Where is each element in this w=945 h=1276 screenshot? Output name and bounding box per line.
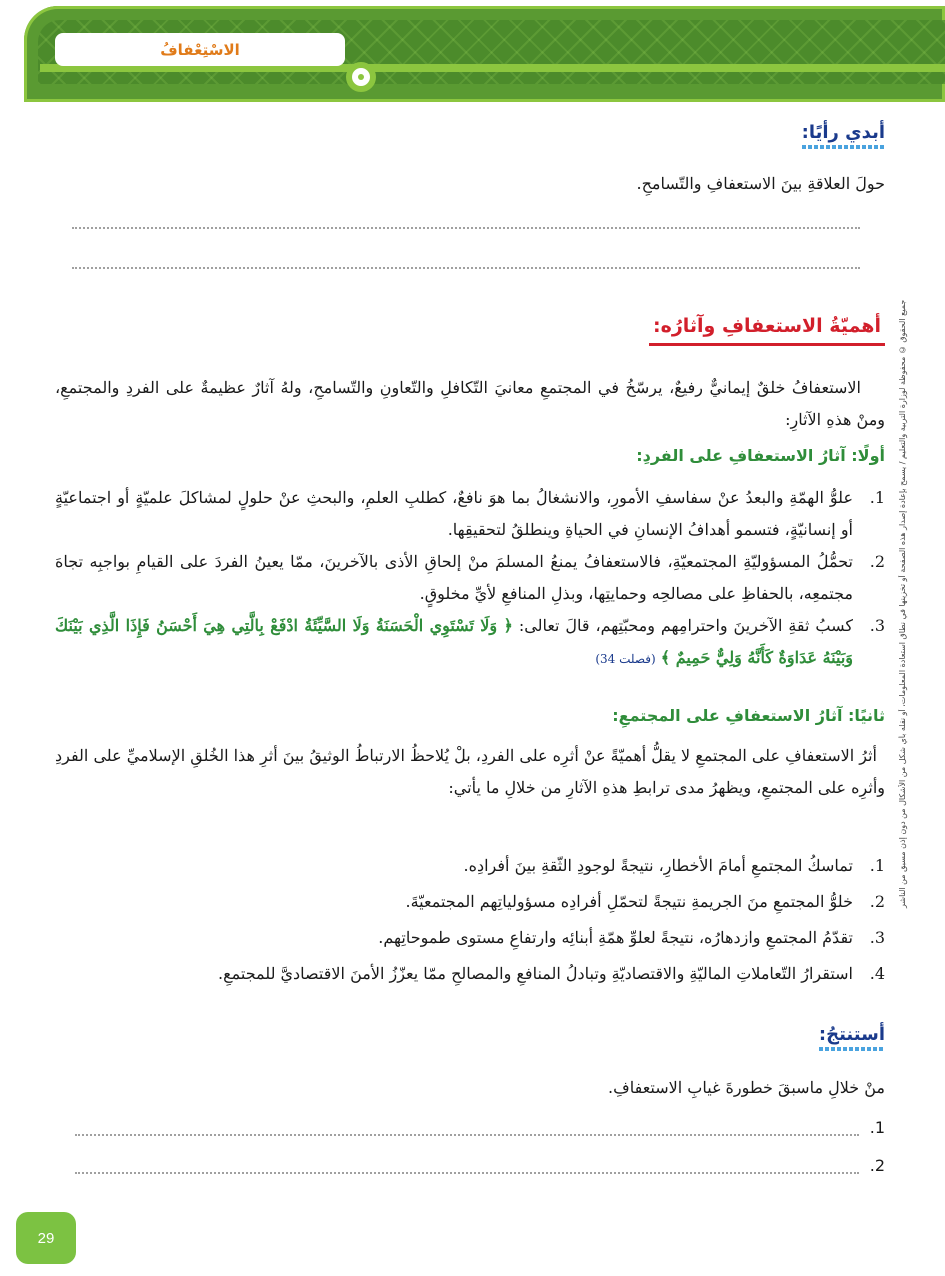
- conclude-heading: أستنتجُ:: [819, 1024, 885, 1051]
- opinion-answer-line-2[interactable]: [72, 267, 860, 269]
- item-number: 3.: [869, 928, 885, 947]
- item-text: علوُّ الهمّةِ والبعدُ عنْ سفاسفِ الأمورِ، والانشغالُ بما هوَ نافعٌ، كطلبِ العلمِ، والبحثِ عنْ حلولٍ لمشاكلَ علميّةٍ أو اجتماعيّةٍ أو إنسانيّةٍ، فتسمو أهدافُ الإنسانِ في الحياةِ وينطلقُ لتحقيقِها.: [55, 488, 853, 539]
- opinion-heading: أبدي رأيًا:: [802, 122, 885, 149]
- list-item: [85, 848, 885, 884]
- conclude-prompt: منْ خلالِ ماسبقَ خطورةَ غيابِ الاستعفافِ.: [608, 1078, 885, 1097]
- item-number: 1.: [869, 856, 885, 875]
- list-item: [55, 610, 885, 675]
- importance-intro: الاستعفافُ خلقٌ إيمانيٌّ رفيعٌ، يرسّخُ في المجتمعِ معانيَ التّكافلِ والتّعاونِ والتّسامحِ، ولهُ آثارٌ عظيمةٌ على الفردِ والمجتمعِ، ومنْ هذهِ الآثارِ:: [55, 378, 885, 429]
- list-item: [55, 546, 885, 610]
- item-text: تقدّمُ المجتمعِ وازدهارُه، نتيجةً لعلوِّ همّةِ أبنائِه وارتفاعِ مستوى طموحاتِهم.: [378, 928, 853, 947]
- chapter-title: [55, 33, 345, 66]
- list-item: [55, 482, 885, 546]
- opinion-answer-line-1[interactable]: [72, 227, 860, 229]
- chapter-title-text: الاسْتِعْفافُ: [160, 40, 240, 59]
- item-number: 1.: [869, 488, 885, 507]
- quran-verse: ﴿ وَلَا تَسْتَوِي الْحَسَنَةُ وَلَا السَّيِّئَةُ ادْفَعْ بِالَّتِي هِيَ أَحْسَنُ فَإِذَا الَّذِي بَيْنَكَ وَبَيْنَهُ عَدَاوَةٌ كَأَنَّهُ وَلِيٌّ حَمِيمٌ ﴾: [55, 616, 853, 667]
- item-text: كسبُ ثقةِ الآخرينَ واحترامِهم ومحبّتِهم، قالَ تعالى:: [512, 616, 853, 635]
- importance-heading: أهميّةُ الاستعفافِ وآثارُه:: [649, 315, 885, 346]
- society-effects-heading: ثانيًا: آثارُ الاستعفافِ على المجتمعِ:: [612, 706, 885, 725]
- answer-number: 1.: [869, 1118, 885, 1137]
- opinion-prompt: حولَ العلاقةِ بينَ الاستعفافِ والتّسامحِ.: [636, 174, 885, 193]
- item-text: تماسكُ المجتمعِ أمامَ الأخطارِ، نتيجةً لوجودِ الثّقةِ بينَ أفرادِه.: [463, 856, 853, 875]
- item-number: 4.: [869, 964, 885, 983]
- answer-line[interactable]: [75, 1134, 859, 1136]
- item-text: تحمُّلُ المسؤوليّةِ المجتمعيّةِ، فالاستعفافُ يمنعُ المسلمَ منْ إلحاقِ الأذى بالآخرينَ، ممّا يعينُ الفردَ على القيامِ بواجبِه تجاهَ مجتمعِه، بالحفاظِ على مصالحِه وحمايتِها، وبذلِ المنافعِ لأيِّ مخلوقٍ.: [55, 552, 853, 603]
- item-number: 2.: [869, 892, 885, 911]
- list-item: [85, 956, 885, 992]
- page-number: 29: [16, 1212, 76, 1264]
- individual-effects-heading: أولًا: آثارُ الاستعفافِ على الفردِ:: [636, 446, 885, 465]
- item-number: 2.: [869, 552, 885, 571]
- answer-number: 2.: [869, 1156, 885, 1175]
- item-text: استقرارُ التّعاملاتِ الماليّةِ والاقتصاديّةِ وتبادلُ المنافعِ والمصالحِ ممّا يعزّزُ الأمنَ الاقتصاديَّ للمجتمعِ.: [218, 964, 853, 983]
- ring-icon: [346, 62, 376, 92]
- conclude-answer-1[interactable]: [75, 1118, 885, 1142]
- list-item: [85, 920, 885, 956]
- conclude-answer-2[interactable]: [75, 1156, 885, 1180]
- society-intro: أثرُ الاستعفافِ على المجتمعِ لا يقلُّ أهميّةً عنْ أثرِه على الفردِ، بلْ يُلاحظُ الارتباطُ الوثيقُ بينَ أثرِ هذا الخُلقِ الإسلاميِّ على الفردِ وأثرِه على المجتمعِ، ويظهرُ مدى ترابطِ هذهِ الآثارِ من خلالِ ما يأتي:: [55, 746, 885, 797]
- list-item: [85, 884, 885, 920]
- copyright-note: جميع الحقوق © محفوظة لوزارة التربية والتعليم / يسمح بإعادة إصدار هذه الصفحة أو تخزينها في نطاق استعادة المعلومات، أو نقله بأي شكل من الأشكال من دون إذن مسبق من الناشر: [898, 300, 907, 909]
- answer-line[interactable]: [75, 1172, 859, 1174]
- verse-reference: (فصلت 34): [595, 652, 656, 666]
- item-text: خلوُّ المجتمعِ منَ الجريمةِ نتيجةً لتحمّلِ أفرادِه مسؤولياتِهم المجتمعيّةَ.: [405, 892, 853, 911]
- society-effects-list: [85, 848, 885, 992]
- item-number: 3.: [869, 616, 885, 635]
- individual-effects-list: [55, 482, 885, 675]
